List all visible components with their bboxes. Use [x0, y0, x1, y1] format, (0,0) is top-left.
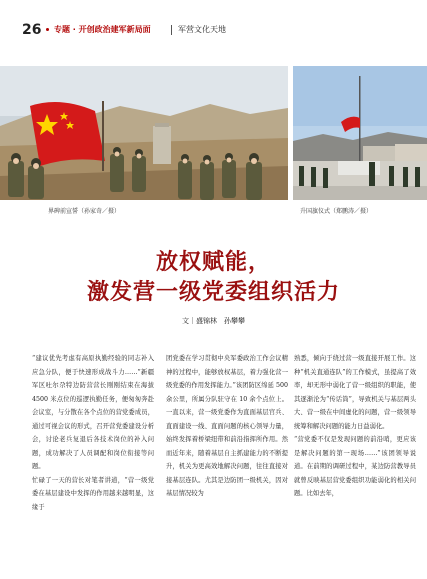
page-number: 26	[22, 22, 42, 38]
header-dot	[46, 28, 49, 31]
article-title-line-1: 放权赋能，	[155, 249, 271, 275]
article-byline: 文｜盛锦林 孙攀攀	[182, 317, 245, 325]
paragraph: “营党委不仅是发现问题的前沿哨，更应该是解决问题的第一现场……”该团领导说道。在前期的调研过程中，某边防营教导员就曾反映基层营党委组织功能弱化的相关问题。比如去年，	[294, 436, 416, 497]
page-header	[22, 22, 407, 40]
header-divider	[171, 25, 172, 35]
photo-caption: 升国旗仪式（郑鹏涛／摄）	[300, 208, 373, 215]
paragraph: 忙碌了一天的营长对笔者讲道，“营一级党委在基层建设中发挥的作用越来越明显，这缘于	[32, 476, 154, 511]
section-title: 专题 · 开创政治建军新局面	[54, 25, 151, 34]
paragraph: 团党委在学习贯彻中央军委政治工作会议精神的过程中，能够放权基层，着力强化营一级党委的作用发挥能力。”该团防区绵延 500 余公里，所属分队驻守在 10 余个点位上。一直以来，营一级党委作为直面基层官兵、直面建设一线、直面问题的核心领导力量，始终发挥着桥梁纽带和前沿指挥所作用。然而近年来，随着基层自主抓建能力的不断提升，机关为更高效地解决问题，往往直接对接基层连队。尤其是边防团一级机关，因对基层情况较为	[166, 355, 288, 497]
flag-raising-photo	[293, 66, 427, 200]
column-name: 军营文化天地	[178, 25, 226, 34]
article-column-1	[32, 352, 154, 514]
paragraph: 熟悉，倾向于绕过营一级直接开展工作。这种“机关直通连队”的工作模式，虽提高了效率，却无形中弱化了营一级组织的职能，使其逐渐沦为“传话筒”，导致机关与基层两头大、营一级在中间虚化的问题，营一级领导统筹和解决问题的能力日益弱化。	[294, 355, 416, 430]
article-column-3	[294, 352, 416, 501]
article-column-2	[166, 352, 288, 501]
article-title-line-2: 激发营一级党委组织活力	[86, 279, 340, 305]
paragraph: “建议优先考虑有高原执勤经验的同志补入应急分队，便于快速形成战斗力……”新疆军区吐尔尕特边防营营长刚刚结束在海拔 4500 米点位的巡逻执勤任务，便匆匆奔赴会议室，与分散在各个点位的营党委成员，通过可视会议的形式，召开营党委建设分析会，讨论老兵复退后各技术岗位的补入问题，成功解决了人员调配和岗位衔接等问题。	[32, 355, 154, 470]
photo-caption: 界碑前宣誓（孙家奇／摄）	[48, 208, 121, 215]
oath-photo	[0, 66, 288, 200]
